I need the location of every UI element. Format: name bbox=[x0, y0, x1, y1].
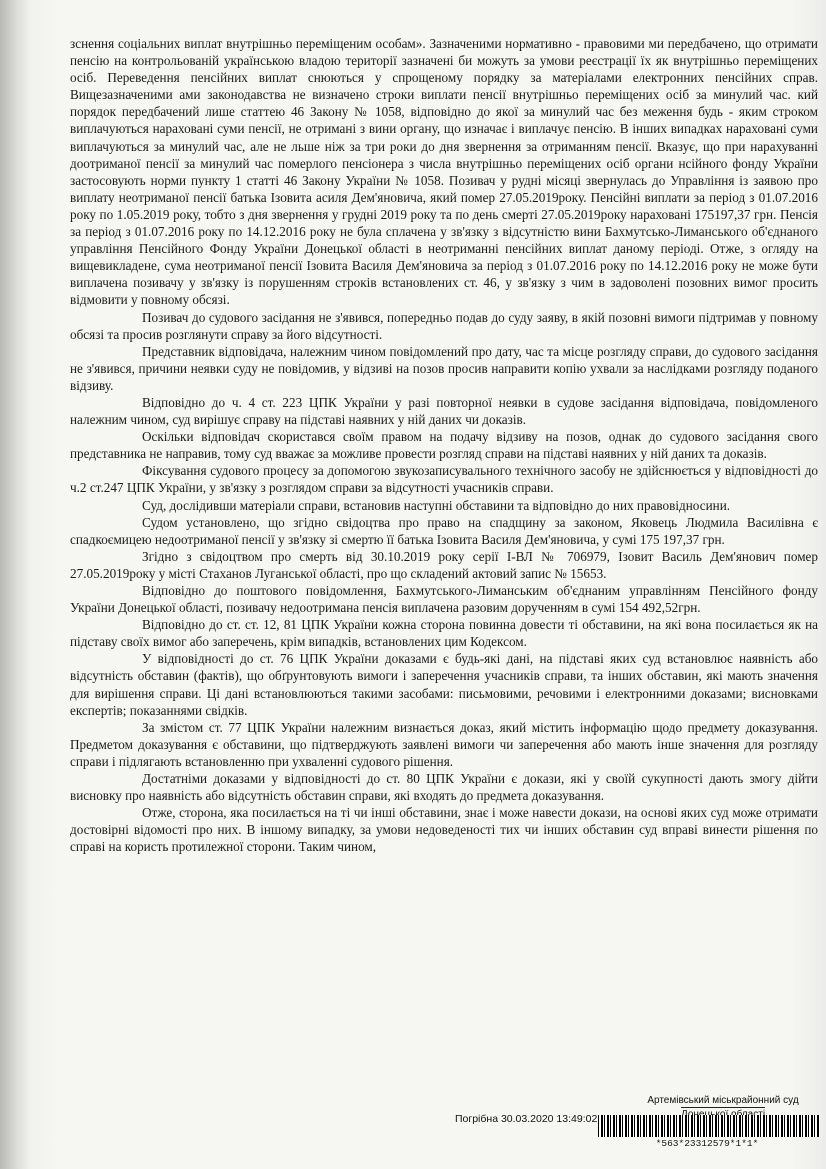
paragraph: Судом установлено, що згідно свідоцтва про право на спадщину за законом, Яковець Людмила Василівна є спадкоємицею недоотриманої пенсії у зв'язку зі смертю її батька Ізовита Василя Дем'яновича, у сумі 175 197,37 грн. bbox=[70, 514, 818, 547]
paragraph: Відповідно до поштового повідомлення, Бахмутського-Лиманським об'єднаним управлінням Пенсійного фонду України Донецької області, позивачу недоотримана пенсія виплачена разовим дорученням в сумі 154 492,52грн. bbox=[70, 583, 818, 616]
barcode-number: *563*23312579*1*1* bbox=[655, 1138, 759, 1149]
paragraph: Представник відповідача, належним чином повідомлений про дату, час та місце розгляду справи, до судового засідання не з'явився, причини неявки суду не повідомив, у відзиві на позов просив направити копію ухвали за наслідками розгляду поданого відзиву. bbox=[70, 343, 818, 393]
paragraph: Згідно з свідоцтвом про смерть від 30.10.2019 року серії І-ВЛ № 706979, Ізовит Василь Дем'янович помер 27.05.2019року у місті Стаханов Луганської області, про що складений актовий запис № 15653. bbox=[70, 548, 818, 581]
paragraph: Відповідно до ст. ст. 12, 81 ЦПК України кожна сторона повинна довести ті обставини, на які вона посилається як на підставу своїх вимог або заперечень, крім випадків, встановлених цим Кодексом. bbox=[70, 617, 818, 650]
court-name-line1: Артемівський міськрайонний суд bbox=[647, 1095, 799, 1106]
paragraph: Достатніми доказами у відповідності до ст. 80 ЦПК України є докази, які у своїй сукупності дають змогу дійти висновку про наявність або відсутність обставин справи, які входять до предмета доказування. bbox=[70, 771, 818, 804]
document-body bbox=[70, 35, 818, 856]
paragraph: Отже, сторона, яка посилається на ті чи інші обставини, знає і може навести докази, на основі яких суд може отримати достовірні відомості про них. В іншому випадку, за умови недоведеності тих чи інших обставин суд вправі винести рішення по справі на користь протилежної сторони. Таким чином, bbox=[70, 805, 818, 855]
paragraph: Відповідно до ч. 4 ст. 223 ЦПК України у разі повторної неявки в судове засідання відповідача, повідомленого належним чином, суд вирішує справу на підставі наявних у ній даних чи доказів. bbox=[70, 394, 818, 428]
signature-timestamp: Погрібна 30.03.2020 13:49:02 bbox=[455, 1113, 598, 1125]
scan-edge-shadow bbox=[0, 0, 30, 1169]
page-footer bbox=[0, 1090, 826, 1169]
paragraph: У відповідності до ст. 76 ЦПК України доказами є будь-які дані, на підставі яких суд встановлює наявність або відсутність обставин (фактів), що обґрунтовують вимоги і заперечення учасників справи, та інших обставин, які мають значення для вирішення справи. Ці дані встановлюються такими засобами: письмовими, речовими і електронними доказами; висновками експертів; показаннями свідків. bbox=[70, 651, 818, 718]
paragraph: Позивач до судового засідання не з'явився, попередньо подав до суду заяву, в якій позовні вимоги підтримав у повному обсязі та просив розглянути справу за його відсутності. bbox=[70, 309, 818, 342]
paragraph: Оскільки відповідач скористався своїм правом на подачу відзиву на позов, однак до судового засідання свого представника не направив, тому суд вважає за можливе провести розгляд справи на підставі наявних у ній даних та доказів. bbox=[70, 429, 818, 462]
barcode bbox=[598, 1115, 820, 1137]
paragraph: Фіксування судового процесу за допомогою звукозаписувального технічного засобу не здійснюється у відповідності до ч.2 ст.247 ЦПК України, у зв'язку з розглядом справи за відсутності учасників справи. bbox=[70, 463, 818, 496]
paragraph: Суд, дослідивши матеріали справи, встановив наступні обставини та відповідно до них правовідносини. bbox=[142, 497, 731, 513]
paragraph: За змістом ст. 77 ЦПК України належним визнається доказ, який містить інформацію щодо предмету доказування. Предметом доказування є обставини, що підтверджують заявлені вимоги чи заперечення або мають інше значення для розгляду справи і підлягають встановленню при ухваленні судового рішення. bbox=[70, 719, 818, 769]
paragraph: зснення соціальних виплат внутрішньо переміщеним особам». Зазначеними нормативно - правовими ми передбачено, що отримати пенсію на контрольованій українською владою території зазначені би можуть за умови реєстрації їх як внутрішньо переміщених осіб. Переведення пенсійних виплат снюються у спрощеному порядку за матеріалами електронних пенсійних справ. Вищезазначеними ами законодавства не визначено строки виплати пенсії внутрішньо переміщених осіб за минулий час. кий порядок передбачений лише статтею 46 Закону № 1058, відповідно до якої за минулий час без меження будь - яким строком виплачуються нараховані суми пенсії, не отримані з вини органу, що изначає і виплачує пенсію. В інших випадках нараховані суми виплачуються за минулий час, але не льше ніж за три роки до дня звернення за отриманням пенсії. Вказує, що при нарахуванні доотриманої пенсії за минулий час померлого пенсіонера з числа внутрішньо переміщених осіб органи нсійного фонду України застосовують норми пункту 1 статті 46 Закону України № 1058. Позивач у рудні місяці звернулась до Управління із заявою про виплату неотриманої пенсії батька Ізовита асиля Дем'яновича, який помер 27.05.2019року. Пенсійні виплати за період з 01.07.2016 року по 1.05.2019 року, тобто з дня звернення у грудні 2019 року та по день смерті 27.05.2019року нараховані 175197,37 грн. Пенсія за період з 01.07.2016 року по 14.12.2016 року не була сплачена у зв'язку з відсутністю вини Бахмутсько-Лиманського об'єднаного управління Пенсійного Фонду України Донецької області в неотриманні пенсійних виплат даному періоді. Отже, з огляду на вищевикладене, сума неотриманої пенсії Ізовита Василя Дем'яновича за період з 01.07.2016 року по 14.12.2016 року не може бути виплачена позивачу у зв'язку із порушенням строків встановлених ст. 46, у зв'язку з чим в задоволені позовних вимог просить відмовити у повному обсязі. bbox=[70, 36, 818, 308]
